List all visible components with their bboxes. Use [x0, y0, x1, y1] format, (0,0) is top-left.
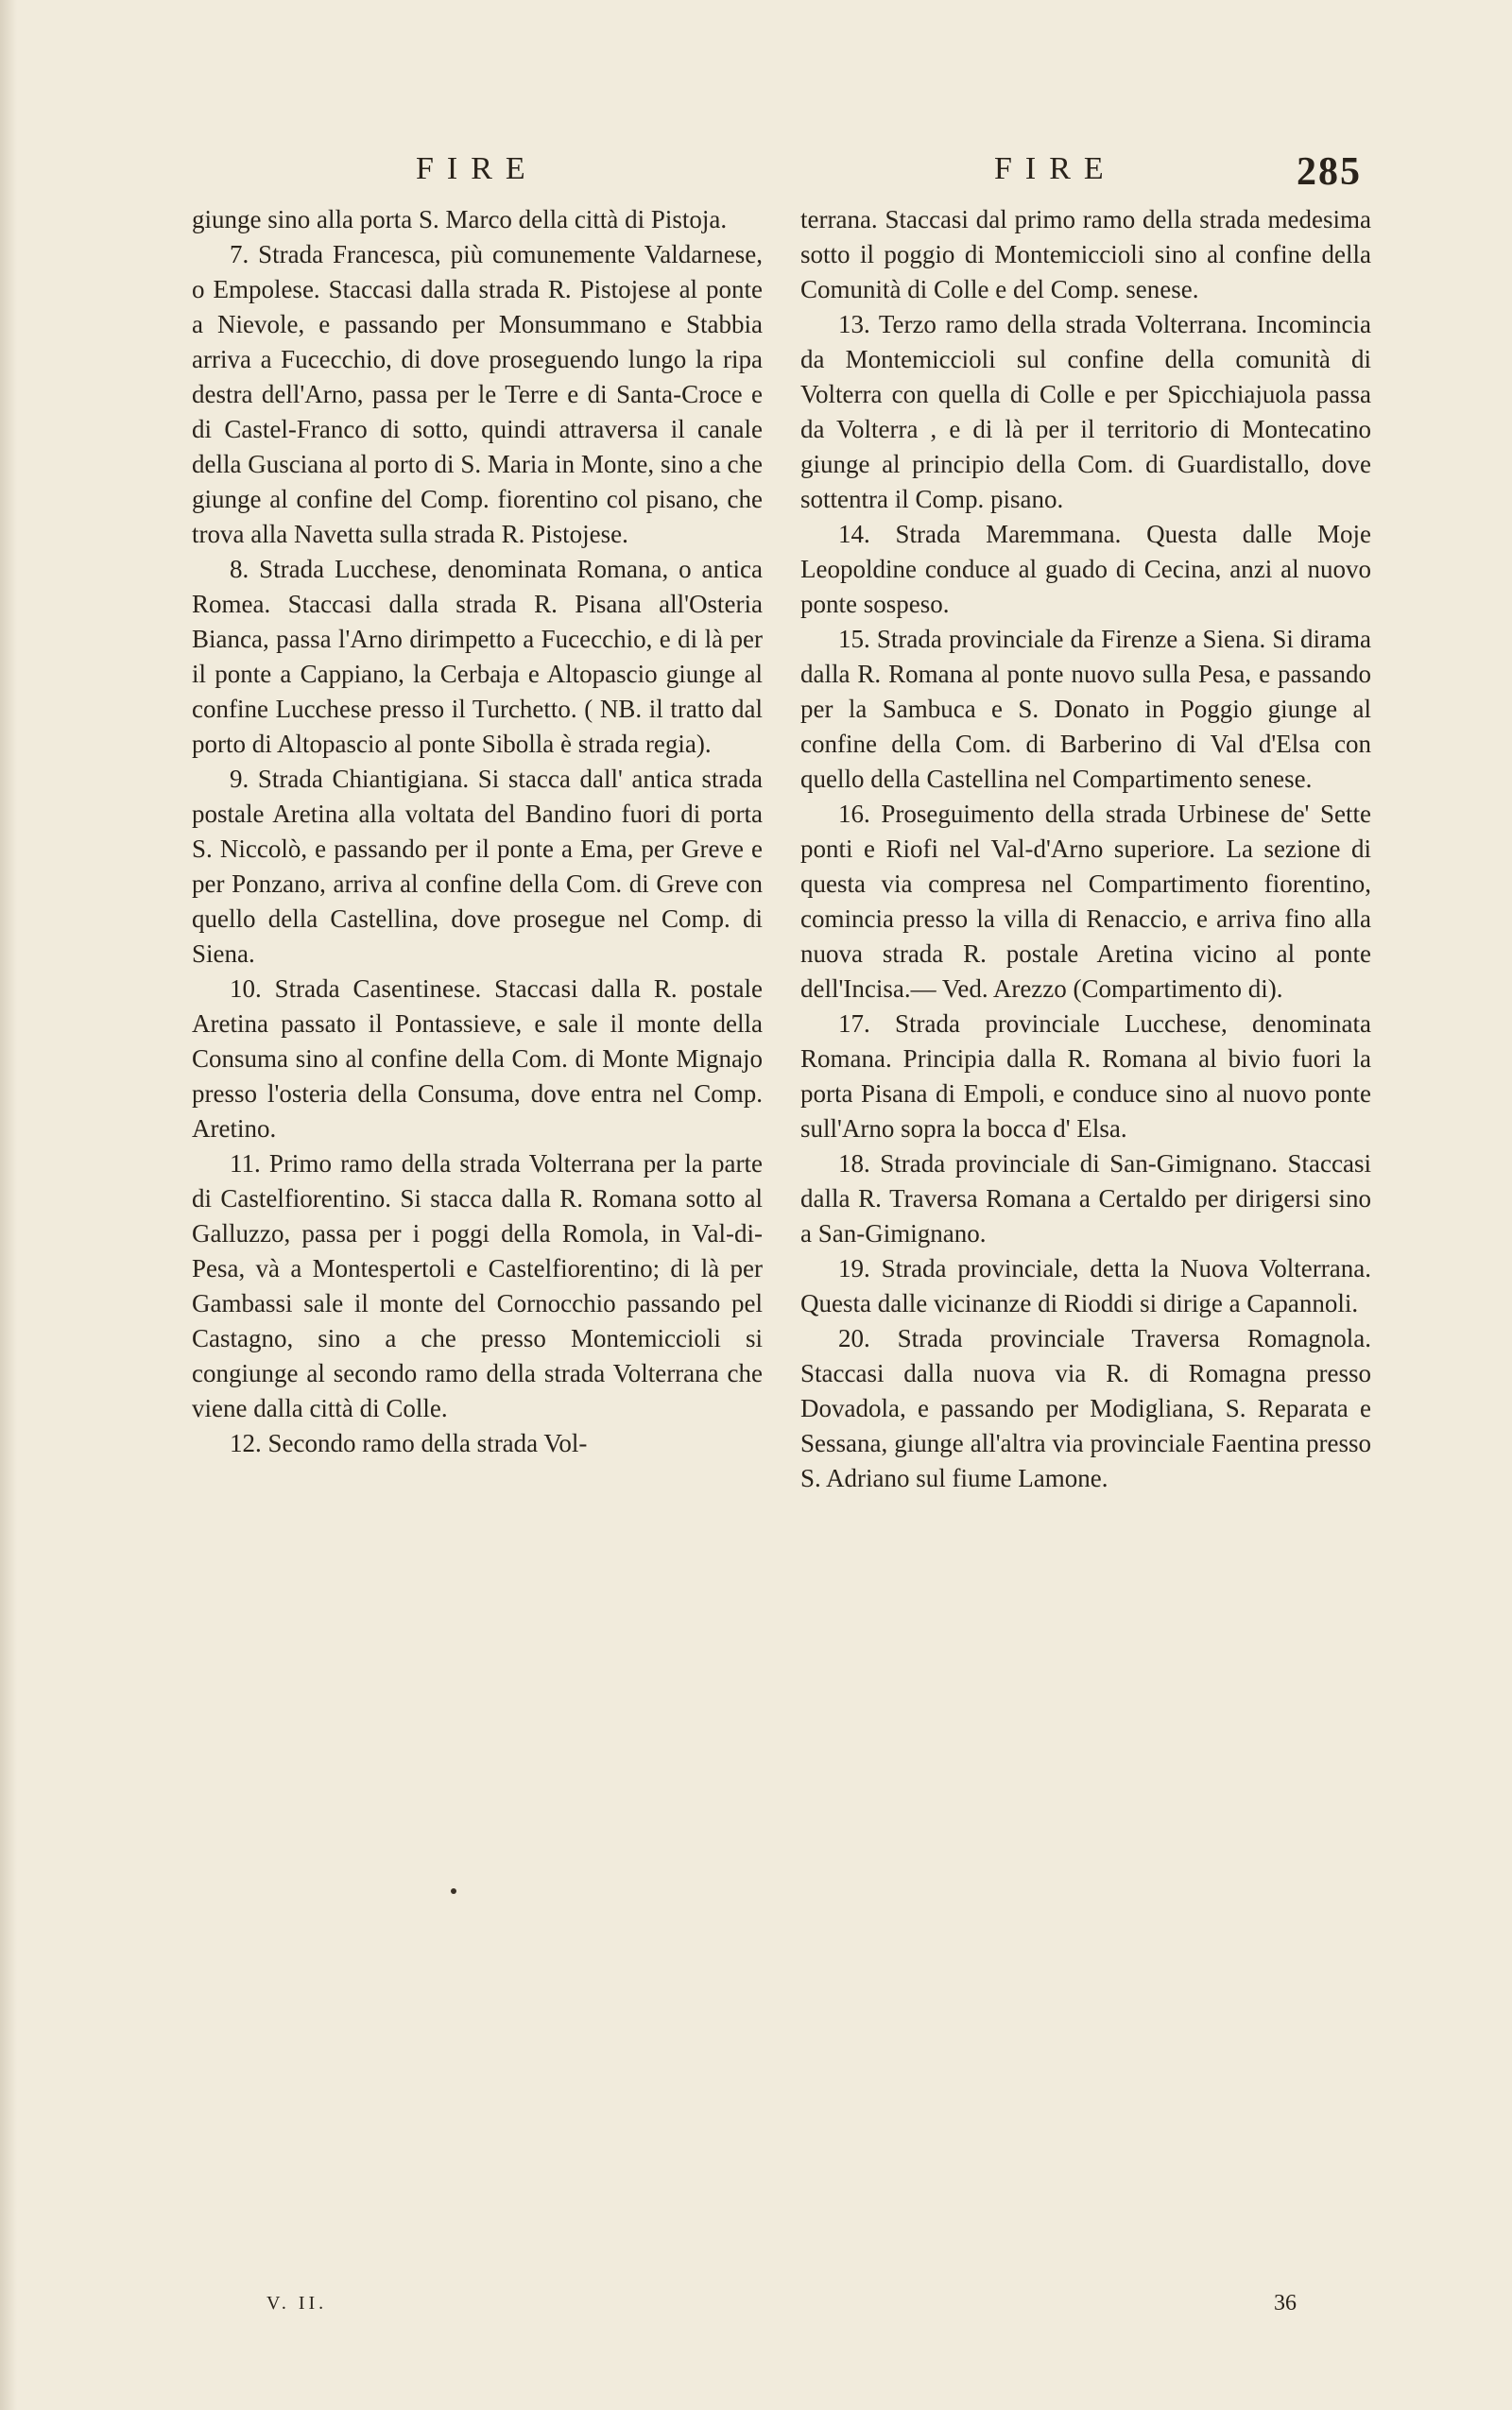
paragraph: [800, 1146, 1371, 1251]
paragraph: [800, 1321, 1371, 1496]
printer-mark: [451, 1888, 456, 1894]
paragraph-text: 8. Strada Lucchese, denominata Romana, o antica Romea. Staccasi dalla strada R. Pisana all'Osteria Bianca, passa l'Arno dirimpetto a Fucecchio, e di là per il ponte a Cappiano, la Cerbaja e Altopascio giunge al confine Lucchese presso il Turchetto. ( NB. il tratto dal porto di Altopascio al ponte Sibolla è strada regia).: [192, 555, 763, 758]
paragraph-text: 19. Strada provinciale, detta la Nuova Volterrana. Questa dalle vicinanze di Rioddi si dirige a Capannoli.: [800, 1254, 1371, 1317]
paragraph-text: 12. Secondo ramo della strada Vol-: [230, 1429, 588, 1457]
paragraph-text: 15. Strada provinciale da Firenze a Siena. Si dirama dalla R. Romana al ponte nuovo sulla Pesa, e passando per la Sambuca e S. Donato in Poggio giunge al confine della Com. di Barberino di Val d'Elsa con quello della Castellina nel Compartimento senese.: [800, 625, 1371, 793]
page-number: 285: [1297, 150, 1362, 194]
left-column: [192, 202, 763, 1461]
running-head-left: FIRE: [416, 151, 539, 186]
paragraph: [800, 202, 1371, 307]
paragraph: [192, 762, 763, 972]
right-column: [800, 202, 1371, 1496]
sheet-number: 36: [1274, 2291, 1297, 2315]
paragraph-text: 17. Strada provinciale Lucchese, denominata Romana. Principia dalla R. Romana al bivio fuori la porta Pisana di Empoli, e conduce sino al nuovo ponte sull'Arno sopra la bocca d' Elsa.: [800, 1009, 1371, 1143]
paragraph: [800, 1007, 1371, 1146]
paragraph: [800, 307, 1371, 517]
signature-mark: V. II.: [266, 2293, 328, 2314]
paragraph: [800, 797, 1371, 1007]
paragraph-text: 18. Strada provinciale di San-Gimignano. Staccasi dalla R. Traversa Romana a Certaldo per dirigersi sino a San-Gimignano.: [800, 1149, 1371, 1248]
paragraph: [800, 622, 1371, 797]
paragraph-text: 10. Strada Casentinese. Staccasi dalla R. postale Aretina passato il Pontassieve, e sale il monte della Consuma sino al confine della Com. di Monte Mignajo presso l'osteria della Consuma, dove entra nel Comp. Aretino.: [192, 974, 763, 1143]
paragraph-text: 11. Primo ramo della strada Volterrana per la parte di Castelfiorentino. Si stacca dalla R. Romana sotto al Galluzzo, passa per i poggi della Romola, in Val-di-Pesa, và a Montespertoli e Castelfiorentino; di là per Gambassi sale il monte del Cornocchio passando pel Castagno, sino a che presso Montemiccioli si congiunge al secondo ramo della strada Volterrana che viene dalla città di Colle.: [192, 1149, 763, 1422]
paragraph-text: giunge sino alla porta S. Marco della città di Pistoja.: [192, 205, 728, 233]
paragraph: [192, 202, 763, 237]
paragraph: [192, 1146, 763, 1426]
paragraph-text: 16. Proseguimento della strada Urbinese de' Sette ponti e Riofi nel Val-d'Arno superiore. La sezione di questa via compresa nel Compartimento fiorentino, comincia presso la villa di Renaccio, e arriva fino alla nuova strada R. postale Aretina vicino al ponte dell'Incisa.— Ved. Arezzo (Compartimento di).: [800, 800, 1371, 1003]
page-edge-shadow: [0, 0, 17, 2410]
paragraph: [192, 1426, 763, 1461]
paragraph-text: 20. Strada provinciale Traversa Romagnola. Staccasi dalla nuova via R. di Romagna presso Dovadola, e passando per Modigliana, S. Reparata e Sessana, giunge all'altra via provinciale Faentina presso S. Adriano sul fiume Lamone.: [800, 1324, 1371, 1492]
running-head-right: FIRE: [994, 151, 1117, 186]
paragraph-text: 13. Terzo ramo della strada Volterrana. Incomincia da Montemiccioli sul confine della comunità di Volterra con quella di Colle e per Spicchiajuola passa da Volterra , e di là per il territorio di Montecatino giunge al principio della Com. di Guardistallo, dove sottentra il Comp. pisano.: [800, 310, 1371, 513]
paragraph-text: 14. Strada Maremmana. Questa dalle Moje Leopoldine conduce al guado di Cecina, anzi al nuovo ponte sospeso.: [800, 520, 1371, 618]
paragraph-text: 9. Strada Chiantigiana. Si stacca dall' antica strada postale Aretina alla voltata del Bandino fuori di porta S. Niccolò, e passando per il ponte a Ema, per Greve e per Ponzano, arriva al confine della Com. di Greve con quello della Castellina, dove prosegue nel Comp. di Siena.: [192, 765, 763, 968]
paragraph-text: terrana. Staccasi dal primo ramo della strada medesima sotto il poggio di Montemiccioli sino al confine della Comunità di Colle e del Comp. senese.: [800, 205, 1371, 303]
paragraph: [800, 1251, 1371, 1321]
paragraph: [192, 552, 763, 762]
paragraph: [192, 237, 763, 552]
paragraph: [192, 972, 763, 1146]
paragraph: [800, 517, 1371, 622]
paragraph-text: 7. Strada Francesca, più comunemente Valdarnese, o Empolese. Staccasi dalla strada R. Pistojese al ponte a Nievole, e passando per Monsummano e Stabbia arriva a Fucecchio, di dove proseguendo lungo la ripa destra dell'Arno, passa per le Terre e di Santa-Croce e di Castel-Franco di sotto, quindi attraversa il canale della Gusciana al porto di S. Maria in Monte, sino a che giunge al confine del Comp. fiorentino col pisano, che trova alla Navetta sulla strada R. Pistojese.: [192, 240, 763, 548]
